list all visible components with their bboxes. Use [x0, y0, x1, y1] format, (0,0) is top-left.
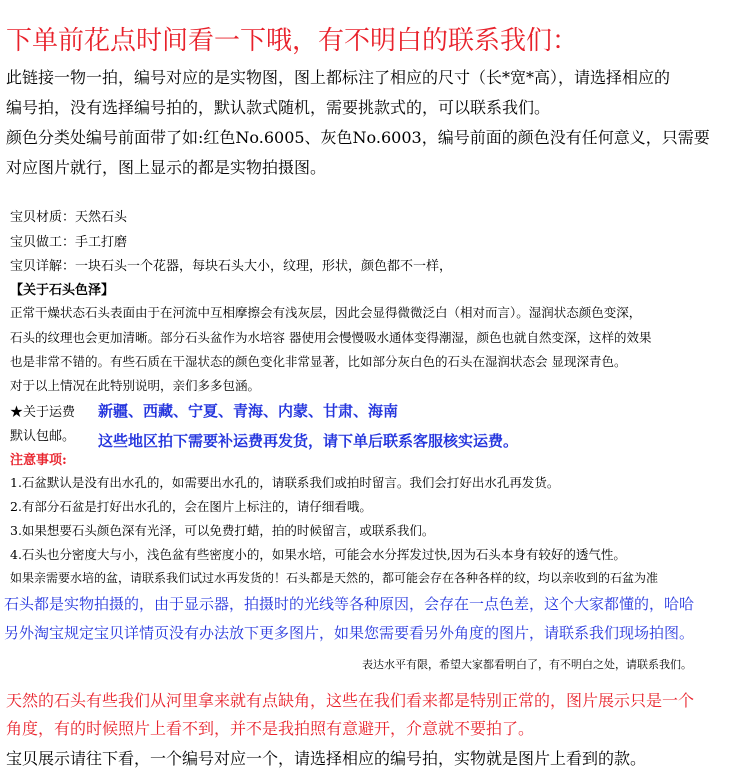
- shipping-default: 默认包邮。: [10, 429, 76, 444]
- color-line-3: 也是非常不错的。有些石质在干湿状态的颜色变化非常显著，比如部分灰白色的石头在湿润状态会 显现深青色。: [10, 354, 627, 369]
- detail-material: 宝贝材质：天然石头: [10, 210, 128, 225]
- detail-description: 宝贝详解：一块石头一个花器，每块石头大小，纹理，形状，颜色都不一样，: [10, 259, 453, 274]
- color-line-1: 正常干燥状态石头表面由于在河流中互相摩擦会有浅灰层，因此会显得微微泛白（相对而言）。湿润状态颜色变深，: [10, 305, 642, 320]
- shipping-regions: 新疆、西藏、宁夏、青海、内蒙、甘肃、海南: [98, 402, 399, 420]
- color-line-2: 石头的纹理也会更加清晰。部分石头盆作为水培容 器使用会慢慢吸水通体变得潮湿，颜色也就自然变深，这样的效果: [10, 330, 652, 345]
- natural-note-line-2: 角度，有的时候照片上看不到，并不是我拍照有意避开，介意就不要拍了。: [6, 719, 535, 738]
- notice-item-4: 4.石头也分密度大与小，浅色盆有些密度小的，如果水培，可能会水分挥发过快,因为石头本身有较好的透气性。: [10, 547, 626, 562]
- shipping-label: ★关于运费: [10, 405, 76, 420]
- natural-note-line-1: 天然的石头有些我们从河里拿来就有点缺角，这些在我们看来都是特别正常的，图片展示只是一个: [6, 691, 695, 710]
- notice-item-3: 3.如果想要石头颜色深有光泽，可以免费打蜡，拍的时候留言，或联系我们。: [10, 523, 435, 538]
- notice-title: 注意事项:: [10, 453, 67, 468]
- intro-line-3: 颜色分类处编号前面带了如:红色No.6005、灰色No.6003，编号前面的颜色没有任何意义，只需要: [6, 128, 710, 147]
- intro-line-2: 编号拍，没有选择编号拍的，默认款式随机，需要挑款式的，可以联系我们。: [6, 98, 551, 117]
- photo-note-line-1: 石头都是实物拍摄的，由于显示器，拍摄时的光线等各种原因，会存在一点色差，这个大家都懂的，哈哈: [4, 595, 695, 613]
- color-line-4: 对于以上情况在此特别说明，亲们多多包涵。: [10, 378, 261, 393]
- notice-extra: 如果亲需要水培的盆，请联系我们试过水再发货的！石头都是天然的，都可能会存在各种各样的纹，均以亲收到的石盆为准: [10, 571, 659, 585]
- intro-line-4: 对应图片就行，图上显示的都是实物拍摄图。: [6, 158, 327, 177]
- intro-line-1: 此链接一物一拍，编号对应的是实物图，图上都标注了相应的尺寸（长*宽*高），请选择相应的: [6, 68, 671, 87]
- notice-item-2: 2.有部分石盆是打好出水孔的，会在图片上标注的，请仔细看哦。: [10, 499, 372, 514]
- notice-item-1: 1.石盆默认是没有出水孔的，如需要出水孔的，请联系我们或拍时留言。我们会打好出水孔再发货。: [10, 475, 560, 490]
- page-heading: 下单前花点时间看一下哦，有不明白的联系我们：: [6, 26, 579, 56]
- shipping-note: 这些地区拍下需要补运费再发货，请下单后联系客服核实运费。: [98, 432, 519, 450]
- photo-note-line-2: 另外淘宝规定宝贝详情页没有办法放下更多图片，如果您需要看另外角度的图片，请联系我们现场拍图。: [4, 624, 695, 642]
- color-section-title: 【关于石头色泽】: [10, 283, 115, 298]
- apology-text: 表达水平有限，希望大家都看明白了，有不明白之处，请联系我们。: [362, 658, 692, 671]
- closing-text: 宝贝展示请往下看，一个编号对应一个，请选择相应的编号拍，实物就是图片上看到的款。: [6, 749, 647, 768]
- detail-craft: 宝贝做工：手工打磨: [10, 235, 128, 250]
